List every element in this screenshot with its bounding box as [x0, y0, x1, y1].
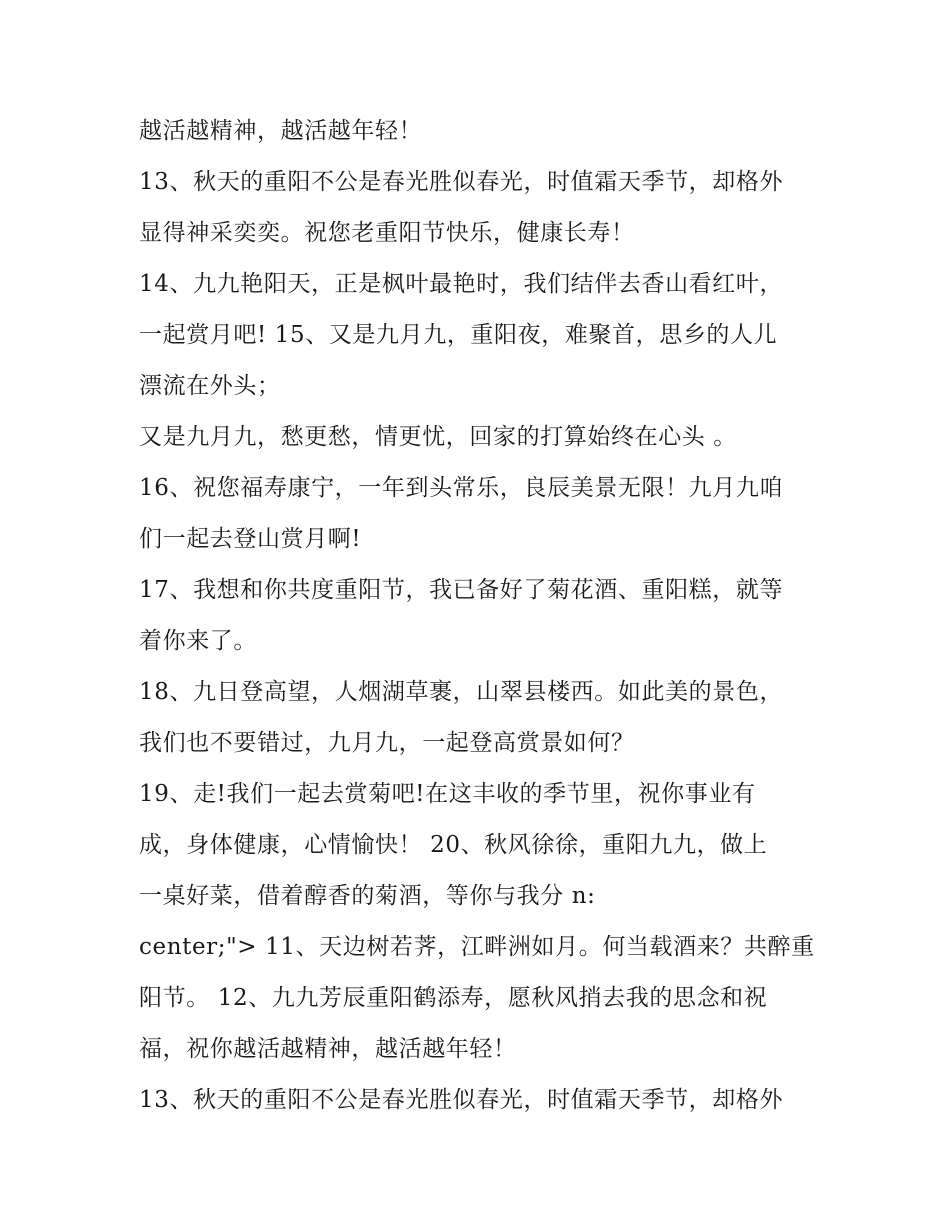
text-line-17: center;"> 11、天边树若荠，江畔洲如月。何当载酒来？共醉重 — [139, 934, 815, 960]
text-line-15: 成，身体健康，心情愉快！ 20、秋风徐徐，重阳九九，做上 — [139, 832, 768, 858]
text-line-20: 13、秋天的重阳不公是春光胜似春光，时值霜天季节，却格外 — [139, 1087, 784, 1113]
document-body — [139, 106, 819, 1126]
text-line-5: 一起赏月吧! 15、又是九月九，重阳夜，难聚首，思乡的人儿 — [139, 322, 778, 348]
text-line-9: 们一起去登山赏月啊! — [139, 526, 362, 552]
text-line-13: 我们也不要错过，九月九，一起登高赏景如何？ — [139, 730, 635, 756]
text-line-12: 18、九日登高望，人烟湖草裹，山翠县楼西。如此美的景色， — [139, 679, 784, 705]
text-line-18: 阳节。 12、九九芳辰重阳鹤添寿，愿秋风捎去我的思念和祝 — [139, 985, 768, 1011]
text-line-1: 越活越精神，越活越年轻！ — [139, 118, 423, 144]
text-line-14: 19、走!我们一起去赏菊吧!在这丰收的季节里，祝你事业有 — [139, 781, 756, 807]
text-line-16: 一桌好菜，借着醇香的菊酒，等你与我分 n: — [139, 883, 596, 909]
text-line-11: 着你来了。 — [139, 628, 257, 654]
text-line-2: 13、秋天的重阳不公是春光胜似春光，时值霜天季节，却格外 — [139, 169, 784, 195]
text-line-7: 又是九月九，愁更愁，情更忧，回家的打算始终在心头 。 — [139, 424, 737, 450]
text-line-6: 漂流在外头； — [139, 373, 281, 399]
text-line-8: 16、祝您福寿康宁，一年到头常乐，良辰美景无限！九月九咱 — [139, 475, 784, 501]
text-line-4: 14、九九艳阳天，正是枫叶最艳时，我们结伴去香山看红叶， — [139, 271, 784, 297]
text-line-10: 17、我想和你共度重阳节，我已备好了菊花酒、重阳糕，就等 — [139, 577, 784, 603]
text-line-19: 福，祝你越活越精神，越活越年轻！ — [139, 1036, 517, 1062]
text-line-3: 显得神采奕奕。祝您老重阳节快乐，健康长寿！ — [139, 220, 635, 246]
